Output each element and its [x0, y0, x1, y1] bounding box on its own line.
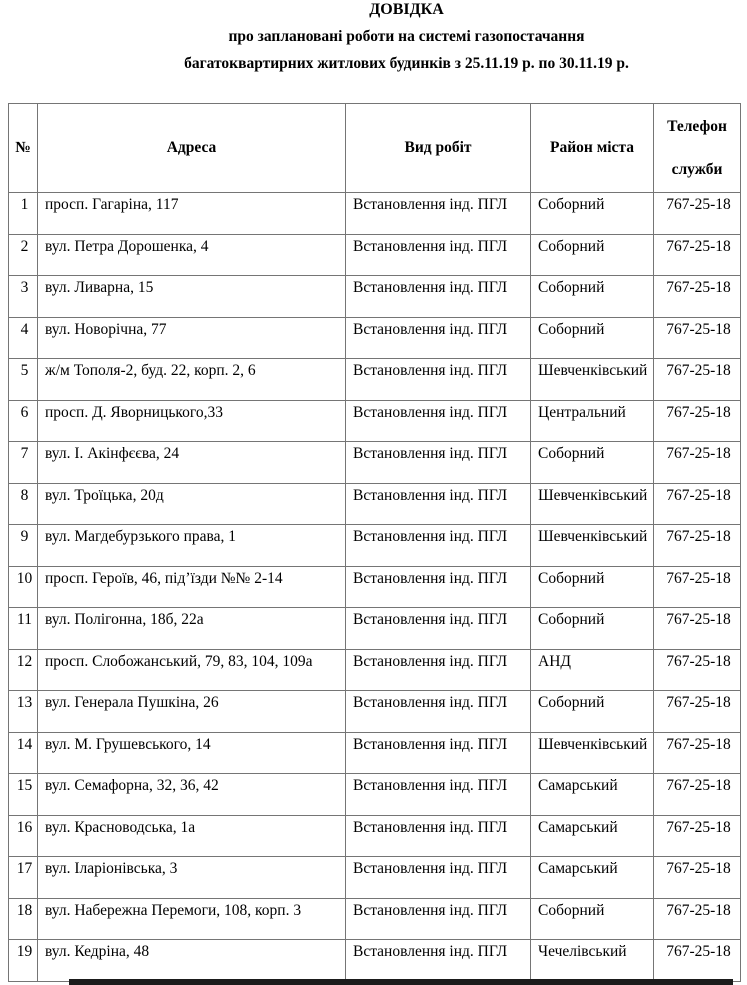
table-row	[9, 400, 741, 442]
address-cell: вул. Петра Дорошенка, 4	[38, 234, 346, 276]
col-header-phone	[654, 104, 741, 193]
row-number-cell: 13	[9, 691, 38, 733]
phone-cell: 767-25-18	[654, 732, 741, 774]
col-header-work-type: Вид робіт	[346, 104, 531, 193]
address-cell: просп. Героїв, 46, під’їзди №№ 2-14	[38, 566, 346, 608]
table-body	[9, 193, 741, 982]
district-cell: Соборний	[531, 566, 654, 608]
district-cell: АНД	[531, 649, 654, 691]
phone-cell: 767-25-18	[654, 483, 741, 525]
phone-cell: 767-25-18	[654, 525, 741, 567]
address-cell: вул. Кедріна, 48	[38, 940, 346, 982]
col-header-number: №	[9, 104, 38, 193]
address-cell: вул. І. Акінфєєва, 24	[38, 442, 346, 484]
phone-cell: 767-25-18	[654, 566, 741, 608]
district-cell: Соборний	[531, 276, 654, 318]
address-cell: вул. Набережна Перемоги, 108, корп. 3	[38, 898, 346, 940]
district-cell: Соборний	[531, 898, 654, 940]
work-type-cell: Встановлення інд. ПГЛ	[346, 234, 531, 276]
phone-cell: 767-25-18	[654, 442, 741, 484]
table-row	[9, 276, 741, 318]
district-cell: Соборний	[531, 608, 654, 650]
works-schedule-table	[8, 103, 741, 982]
work-type-cell: Встановлення інд. ПГЛ	[346, 732, 531, 774]
table-row	[9, 608, 741, 650]
cropped-dark-bar	[69, 979, 733, 985]
work-type-cell: Встановлення інд. ПГЛ	[346, 898, 531, 940]
address-cell: просп. Гагаріна, 117	[38, 193, 346, 235]
table-row	[9, 525, 741, 567]
row-number-cell: 6	[9, 400, 38, 442]
address-cell: вул. Семафорна, 32, 36, 42	[38, 774, 346, 816]
phone-cell: 767-25-18	[654, 649, 741, 691]
work-type-cell: Встановлення інд. ПГЛ	[346, 649, 531, 691]
phone-cell: 767-25-18	[654, 940, 741, 982]
address-cell: вул. Полігонна, 18б, 22а	[38, 608, 346, 650]
work-type-cell: Встановлення інд. ПГЛ	[346, 400, 531, 442]
phone-cell: 767-25-18	[654, 898, 741, 940]
table-row	[9, 566, 741, 608]
district-cell: Шевченківський	[531, 732, 654, 774]
row-number-cell: 2	[9, 234, 38, 276]
work-type-cell: Встановлення інд. ПГЛ	[346, 857, 531, 899]
phone-cell: 767-25-18	[654, 691, 741, 733]
work-type-cell: Встановлення інд. ПГЛ	[346, 608, 531, 650]
phone-cell: 767-25-18	[654, 234, 741, 276]
work-type-cell: Встановлення інд. ПГЛ	[346, 525, 531, 567]
table-row	[9, 649, 741, 691]
district-cell: Шевченківський	[531, 525, 654, 567]
work-type-cell: Встановлення інд. ПГЛ	[346, 815, 531, 857]
row-number-cell: 14	[9, 732, 38, 774]
table-row	[9, 317, 741, 359]
subtitle-line-1: про заплановані роботи на системі газопостачання	[228, 28, 585, 45]
row-number-cell: 4	[9, 317, 38, 359]
row-number-cell: 3	[9, 276, 38, 318]
address-cell: вул. Троїцька, 20д	[38, 483, 346, 525]
district-cell: Соборний	[531, 193, 654, 235]
district-cell: Соборний	[531, 317, 654, 359]
work-type-cell: Встановлення інд. ПГЛ	[346, 940, 531, 982]
phone-cell: 767-25-18	[654, 815, 741, 857]
col-header-address: Адреса	[38, 104, 346, 193]
row-number-cell: 18	[9, 898, 38, 940]
phone-header-line-1: Телефон	[667, 118, 727, 135]
phone-cell: 767-25-18	[654, 193, 741, 235]
table-row	[9, 442, 741, 484]
address-cell: вул. Генерала Пушкіна, 26	[38, 691, 346, 733]
table-row	[9, 359, 741, 401]
row-number-cell: 5	[9, 359, 38, 401]
phone-cell: 767-25-18	[654, 857, 741, 899]
phone-cell: 767-25-18	[654, 317, 741, 359]
table-row	[9, 193, 741, 235]
work-type-cell: Встановлення інд. ПГЛ	[346, 276, 531, 318]
row-number-cell: 10	[9, 566, 38, 608]
phone-header-line-2: служби	[671, 161, 723, 178]
table-row	[9, 732, 741, 774]
phone-cell: 767-25-18	[654, 774, 741, 816]
row-number-cell: 15	[9, 774, 38, 816]
address-cell: вул. Красноводська, 1а	[38, 815, 346, 857]
work-type-cell: Встановлення інд. ПГЛ	[346, 317, 531, 359]
table-row	[9, 898, 741, 940]
table-row	[9, 234, 741, 276]
district-cell: Самарський	[531, 857, 654, 899]
table-row	[9, 483, 741, 525]
district-cell: Соборний	[531, 234, 654, 276]
row-number-cell: 8	[9, 483, 38, 525]
row-number-cell: 12	[9, 649, 38, 691]
work-type-cell: Встановлення інд. ПГЛ	[346, 483, 531, 525]
document-title: ДОВІДКА	[369, 1, 444, 18]
address-cell: вул. Магдебурзького права, 1	[38, 525, 346, 567]
district-cell: Соборний	[531, 442, 654, 484]
row-number-cell: 17	[9, 857, 38, 899]
district-cell: Соборний	[531, 691, 654, 733]
table-row	[9, 940, 741, 982]
district-cell: Центральний	[531, 400, 654, 442]
work-type-cell: Встановлення інд. ПГЛ	[346, 691, 531, 733]
district-cell: Шевченківський	[531, 483, 654, 525]
address-cell: просп. Слобожанський, 79, 83, 104, 109а	[38, 649, 346, 691]
table-header	[9, 104, 741, 193]
table-row	[9, 815, 741, 857]
district-cell: Шевченківський	[531, 359, 654, 401]
phone-cell: 767-25-18	[654, 608, 741, 650]
address-cell: вул. Ливарна, 15	[38, 276, 346, 318]
row-number-cell: 11	[9, 608, 38, 650]
phone-cell: 767-25-18	[654, 276, 741, 318]
work-type-cell: Встановлення інд. ПГЛ	[346, 442, 531, 484]
row-number-cell: 7	[9, 442, 38, 484]
table-row	[9, 691, 741, 733]
work-type-cell: Встановлення інд. ПГЛ	[346, 193, 531, 235]
address-cell: вул. М. Грушевського, 14	[38, 732, 346, 774]
row-number-cell: 1	[9, 193, 38, 235]
district-cell: Чечелівський	[531, 940, 654, 982]
district-cell: Самарський	[531, 815, 654, 857]
work-type-cell: Встановлення інд. ПГЛ	[346, 359, 531, 401]
row-number-cell: 9	[9, 525, 38, 567]
address-cell: вул. Іларіонівська, 3	[38, 857, 346, 899]
subtitle-line-2: багатоквартирних житлових будинків з 25.11.19 р. по 30.11.19 р.	[184, 55, 629, 72]
address-cell: просп. Д. Яворницького,33	[38, 400, 346, 442]
table-row	[9, 774, 741, 816]
phone-cell: 767-25-18	[654, 400, 741, 442]
header-row	[9, 104, 741, 193]
table-row	[9, 857, 741, 899]
phone-cell: 767-25-18	[654, 359, 741, 401]
row-number-cell: 16	[9, 815, 38, 857]
address-cell: ж/м Тополя-2, буд. 22, корп. 2, 6	[38, 359, 346, 401]
col-header-district: Район міста	[531, 104, 654, 193]
row-number-cell: 19	[9, 940, 38, 982]
address-cell: вул. Новорічна, 77	[38, 317, 346, 359]
work-type-cell: Встановлення інд. ПГЛ	[346, 774, 531, 816]
district-cell: Самарський	[531, 774, 654, 816]
work-type-cell: Встановлення інд. ПГЛ	[346, 566, 531, 608]
